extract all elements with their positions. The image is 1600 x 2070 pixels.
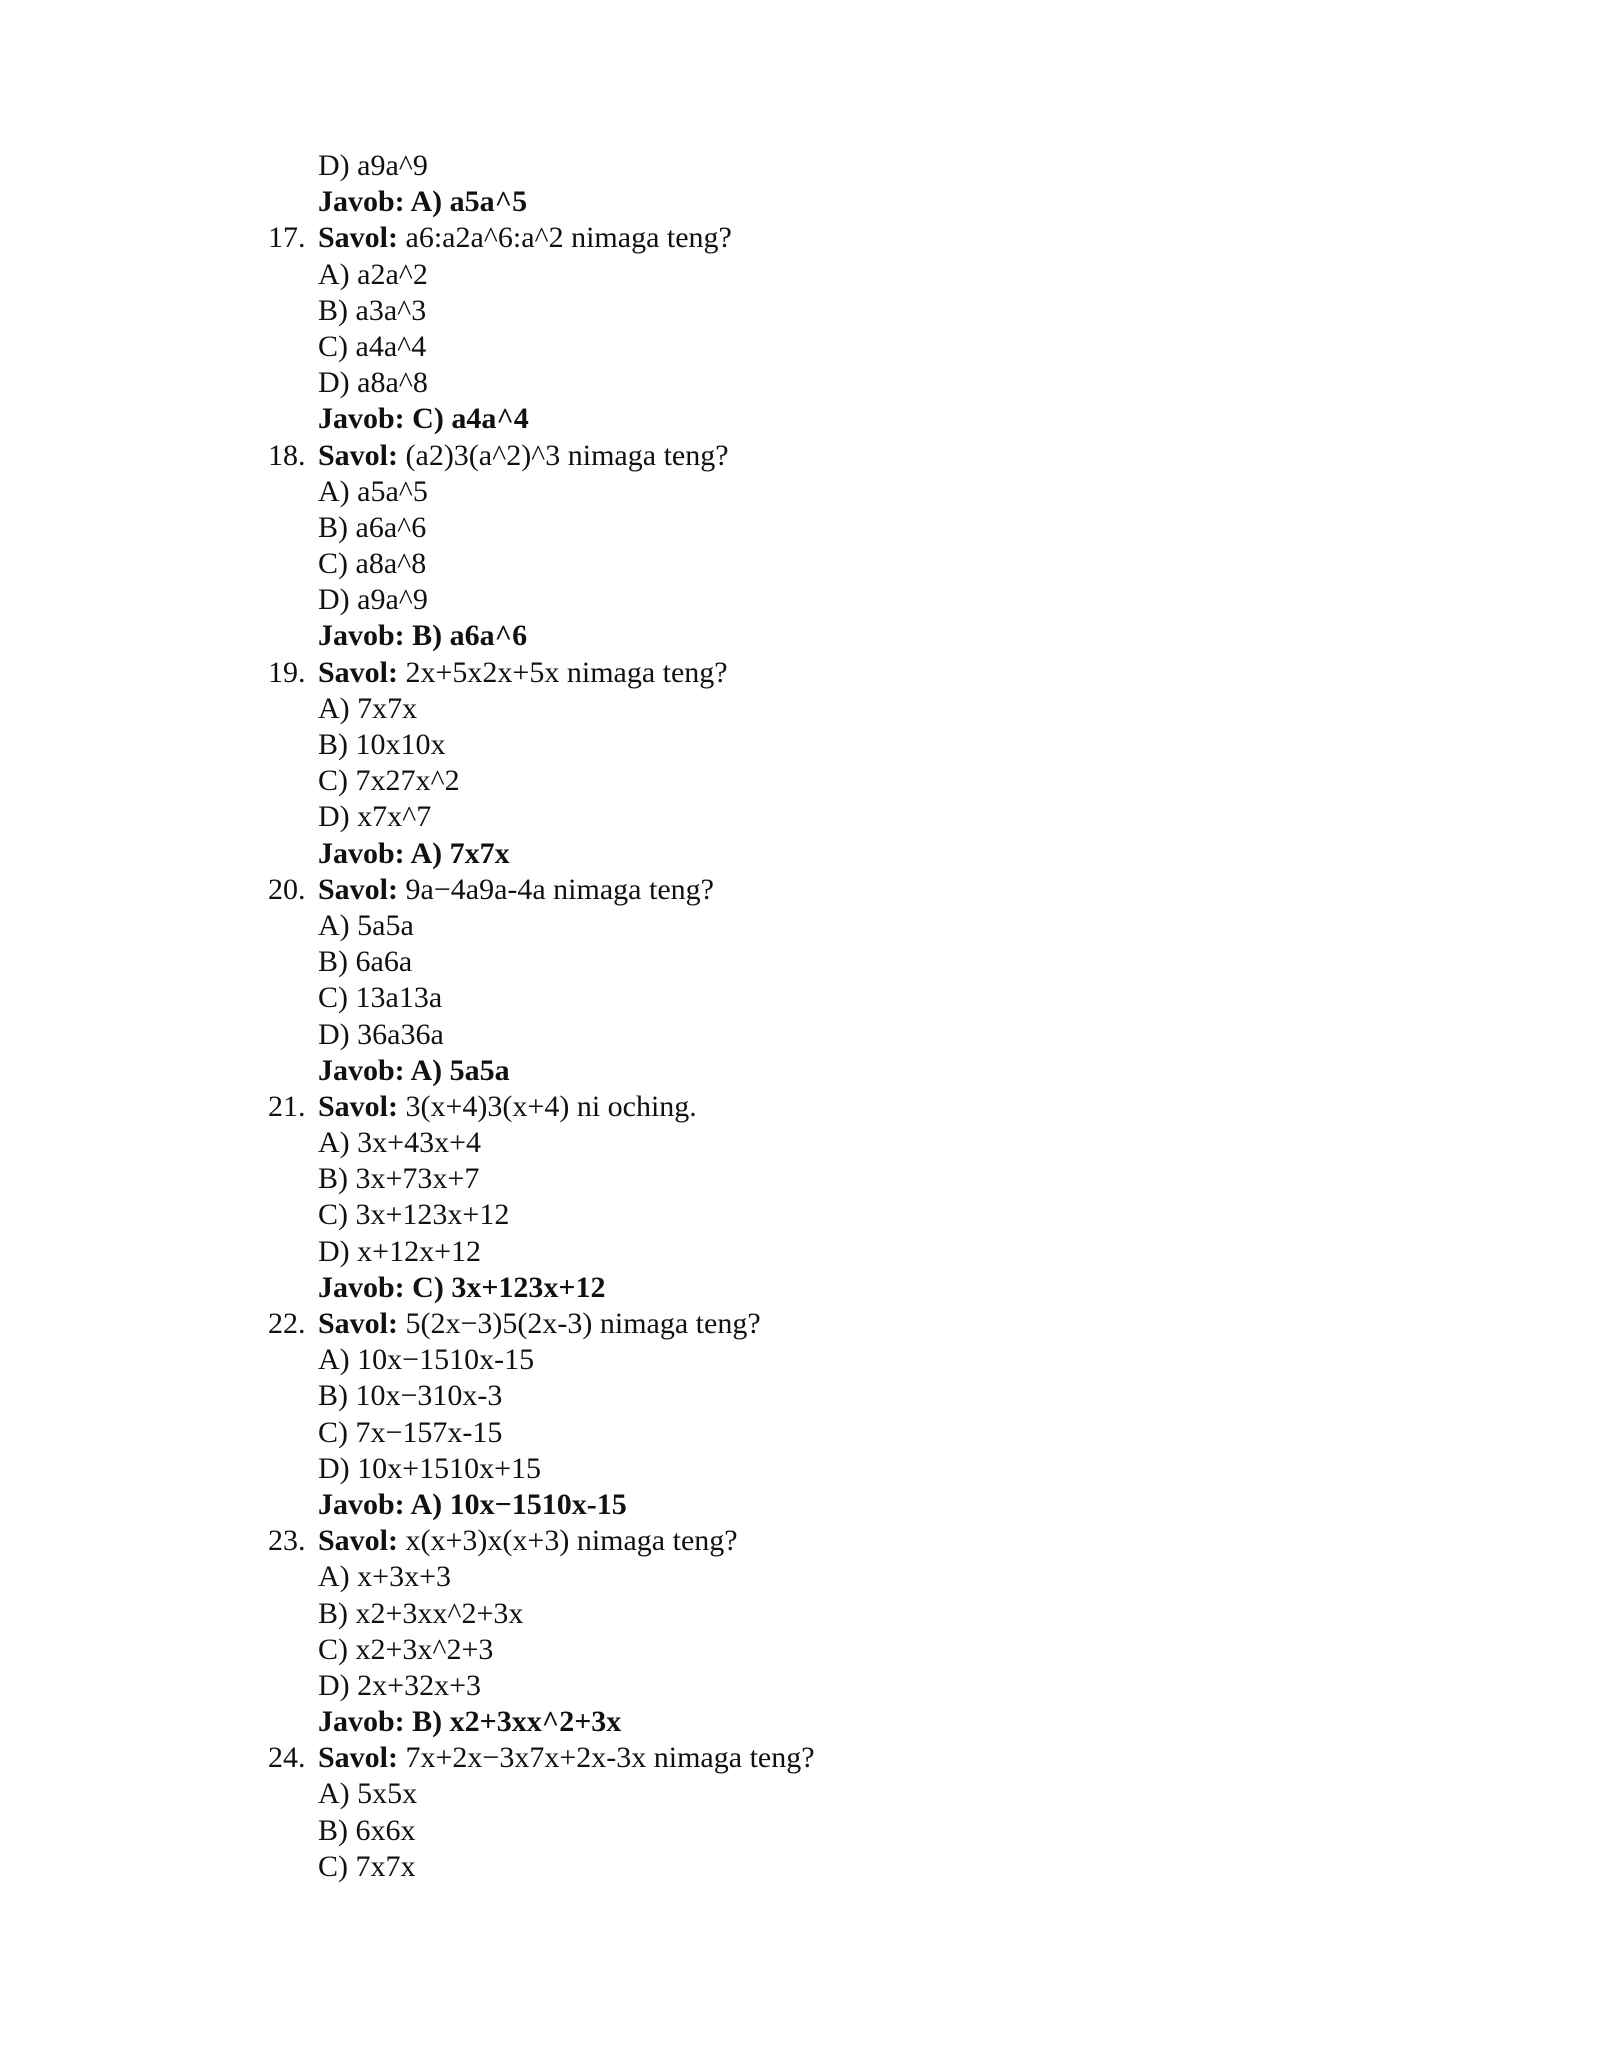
option-a: A) 3x+43x+4 bbox=[318, 1126, 481, 1160]
option-b: B) 10x10x bbox=[318, 728, 446, 761]
option-b: B) a6a^6 bbox=[318, 510, 427, 544]
option-b: B) 6a6a bbox=[318, 945, 413, 979]
option-c: C) 13a13a bbox=[318, 981, 443, 1015]
question-17 bbox=[268, 220, 1368, 256]
savol-label: Savol: bbox=[318, 1741, 399, 1775]
answer: Javob: A) 5a5a bbox=[318, 1053, 510, 1087]
option-b: B) 10x−310x-3 bbox=[318, 1379, 503, 1413]
option-a: A) a5a^5 bbox=[318, 474, 428, 508]
option-d: D) a9a^9 bbox=[318, 583, 428, 617]
option-c: C) a4a^4 bbox=[318, 329, 427, 363]
option-c: C) 7x27x^2 bbox=[318, 764, 460, 798]
question-text: 3(x+4)3(x+4) ni oching. bbox=[398, 1089, 697, 1123]
question-number: 22. bbox=[268, 1307, 306, 1340]
question-text: (a2)3(a^2)^3 nimaga teng? bbox=[398, 438, 729, 472]
question-19 bbox=[268, 655, 1368, 691]
option-d: D) 10x+1510x+15 bbox=[318, 1451, 541, 1485]
option-a: A) 10x−1510x-15 bbox=[318, 1343, 535, 1377]
option-c: C) 3x+123x+12 bbox=[318, 1198, 510, 1232]
question-number: 19. bbox=[268, 655, 306, 689]
answer: Javob: B) a6a^6 bbox=[318, 619, 528, 653]
savol-label: Savol: bbox=[318, 221, 399, 255]
savol-label: Savol: bbox=[318, 1524, 399, 1558]
lead-answer: Javob: A) a5a^5 bbox=[318, 185, 528, 219]
question-list bbox=[268, 148, 1368, 1885]
answer: Javob: A) 7x7x bbox=[318, 836, 510, 870]
option-a: A) 5x5x bbox=[318, 1777, 418, 1811]
option-c: C) 7x7x bbox=[318, 1849, 416, 1883]
savol-label: Savol: bbox=[318, 872, 399, 906]
question-number: 18. bbox=[268, 438, 306, 472]
question-24 bbox=[268, 1740, 1368, 1776]
option-d: D) x+12x+12 bbox=[318, 1234, 481, 1268]
option-d: D) a8a^8 bbox=[318, 366, 428, 400]
option-a: A) 7x7x bbox=[318, 691, 418, 725]
option-b: B) 3x+73x+7 bbox=[318, 1162, 480, 1196]
answer: Javob: A) 10x−1510x-15 bbox=[318, 1487, 627, 1521]
option-c: C) a8a^8 bbox=[318, 547, 427, 581]
question-text: 5(2x−3)5(2x-3) nimaga teng? bbox=[398, 1307, 761, 1340]
option-a: A) x+3x+3 bbox=[318, 1560, 451, 1594]
question-number: 17. bbox=[268, 221, 306, 255]
question-text: 9a−4a9a-4a nimaga teng? bbox=[398, 872, 714, 906]
question-20 bbox=[268, 872, 1368, 908]
question-22 bbox=[268, 1306, 1368, 1342]
savol-label: Savol: bbox=[318, 1089, 399, 1123]
option-d: D) 36a36a bbox=[318, 1017, 444, 1051]
option-a: A) 5a5a bbox=[318, 908, 414, 942]
option-a: A) a2a^2 bbox=[318, 257, 428, 291]
savol-label: Savol: bbox=[318, 655, 399, 689]
option-c: C) x2+3x^2+3 bbox=[318, 1632, 494, 1666]
option-b: B) a3a^3 bbox=[318, 293, 427, 327]
question-number: 23. bbox=[268, 1524, 306, 1558]
option-c: C) 7x−157x-15 bbox=[318, 1415, 503, 1449]
option-b: B) 6x6x bbox=[318, 1813, 416, 1847]
answer: Javob: C) 3x+123x+12 bbox=[318, 1270, 606, 1304]
savol-label: Savol: bbox=[318, 438, 399, 472]
option-d: D) 2x+32x+3 bbox=[318, 1668, 481, 1702]
option-d: D) x7x^7 bbox=[318, 800, 432, 834]
question-text: a6:a2a^6:a^2 nimaga teng? bbox=[398, 221, 732, 255]
savol-label: Savol: bbox=[318, 1307, 399, 1340]
question-23 bbox=[268, 1523, 1368, 1559]
question-text: 2x+5x2x+5x nimaga teng? bbox=[398, 655, 728, 689]
question-18 bbox=[268, 438, 1368, 474]
question-21 bbox=[268, 1089, 1368, 1125]
question-number: 21. bbox=[268, 1089, 306, 1123]
option-b: B) x2+3xx^2+3x bbox=[318, 1596, 524, 1630]
answer: Javob: C) a4a^4 bbox=[318, 402, 529, 436]
question-number: 20. bbox=[268, 872, 306, 906]
answer: Javob: B) x2+3xx^2+3x bbox=[318, 1705, 622, 1739]
lead-option-d: D) a9a^9 bbox=[318, 149, 428, 182]
question-text: x(x+3)x(x+3) nimaga teng? bbox=[398, 1524, 738, 1558]
question-text: 7x+2x−3x7x+2x-3x nimaga teng? bbox=[398, 1741, 815, 1775]
question-number: 24. bbox=[268, 1741, 306, 1775]
